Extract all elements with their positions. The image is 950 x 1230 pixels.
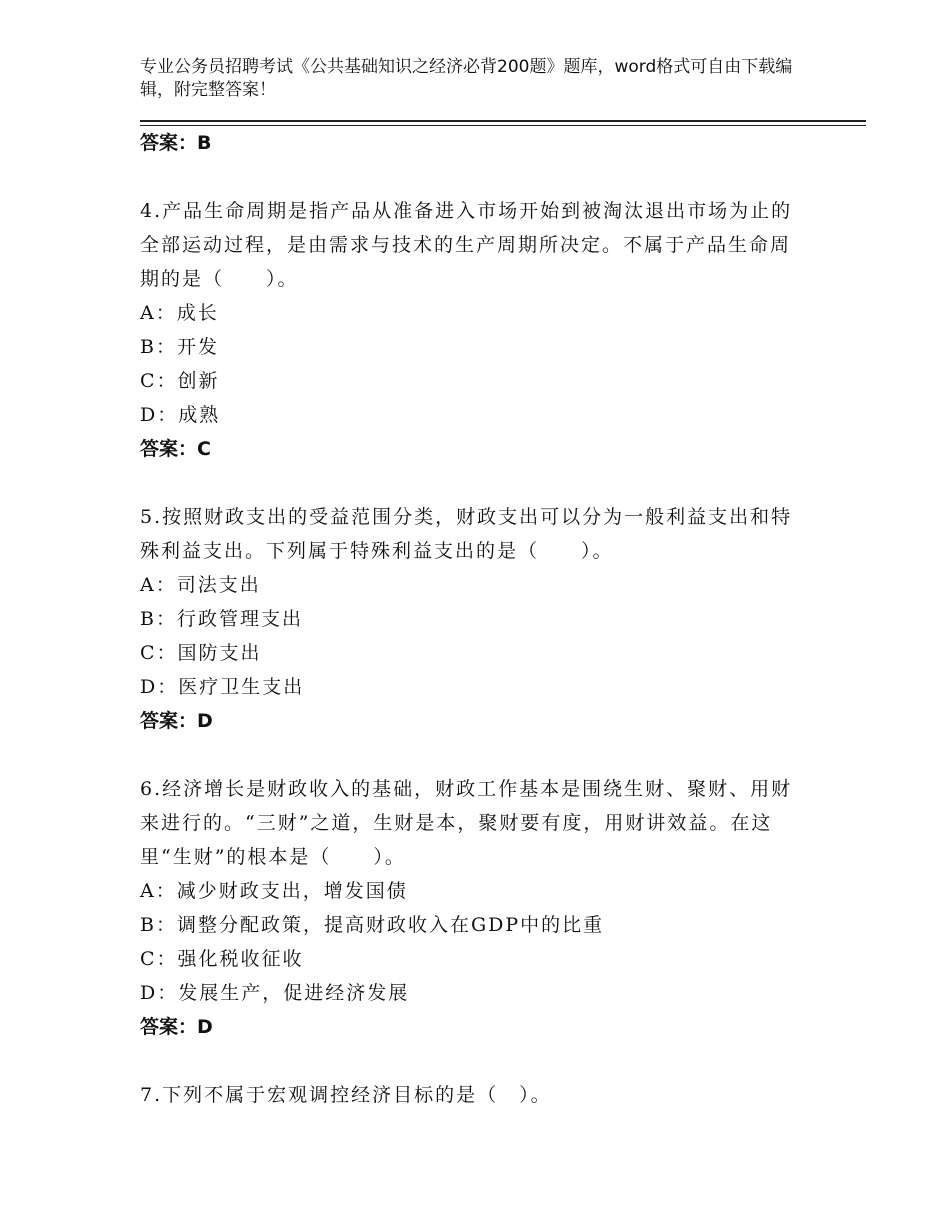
question-5: [140, 500, 810, 738]
question-stem: 6.经济增长是财政收入的基础，财政工作基本是围绕生财、聚财、用财来进行的。“三财”之道，生财是本，聚财要有度，用财讲效益。在这里“生财”的根本是（ ）。: [140, 778, 793, 868]
option-c: C：强化税收征收: [140, 948, 304, 970]
answer-line: 答案：D: [140, 1016, 213, 1038]
question-stem: 5.按照财政支出的受益范围分类，财政支出可以分为一般利益支出和特殊利益支出。下列属于特殊利益支出的是（ ）。: [140, 506, 793, 562]
question-6: [140, 772, 810, 1044]
question-7: [140, 1078, 810, 1112]
option-a: A：成长: [140, 302, 219, 324]
option-b: B：调整分配政策，提高财政收入在GDP中的比重: [140, 914, 605, 936]
header-rule-thick: [140, 120, 866, 122]
answer-q3: 答案：B: [140, 132, 212, 154]
question-stem: 4.产品生命周期是指产品从准备进入市场开始到被淘汰退出市场为止的全部运动过程，是由需求与技术的生产周期所决定。不属于产品生命周期的是（ ）。: [140, 200, 793, 290]
option-d: D：医疗卫生支出: [140, 676, 305, 698]
option-c: C：创新: [140, 370, 220, 392]
answer-line: 答案：C: [140, 438, 211, 460]
question-list: [140, 126, 810, 1112]
option-b: B：行政管理支出: [140, 608, 303, 630]
option-c: C：国防支出: [140, 642, 262, 664]
question-4: [140, 194, 810, 466]
page-header: 专业公务员招聘考试《公共基础知识之经济必背200题》题库，word格式可自由下载编辑，附完整答案！: [140, 57, 793, 100]
answer-line: 答案：D: [140, 710, 213, 732]
option-d: D：发展生产，促进经济发展: [140, 982, 410, 1004]
option-b: B：开发: [140, 336, 219, 358]
question-stem: 7.下列不属于宏观调控经济目标的是（ ）。: [140, 1084, 552, 1106]
option-a: A：司法支出: [140, 574, 261, 596]
option-a: A：减少财政支出，增发国债: [140, 880, 408, 902]
option-d: D：成熟: [140, 404, 221, 426]
